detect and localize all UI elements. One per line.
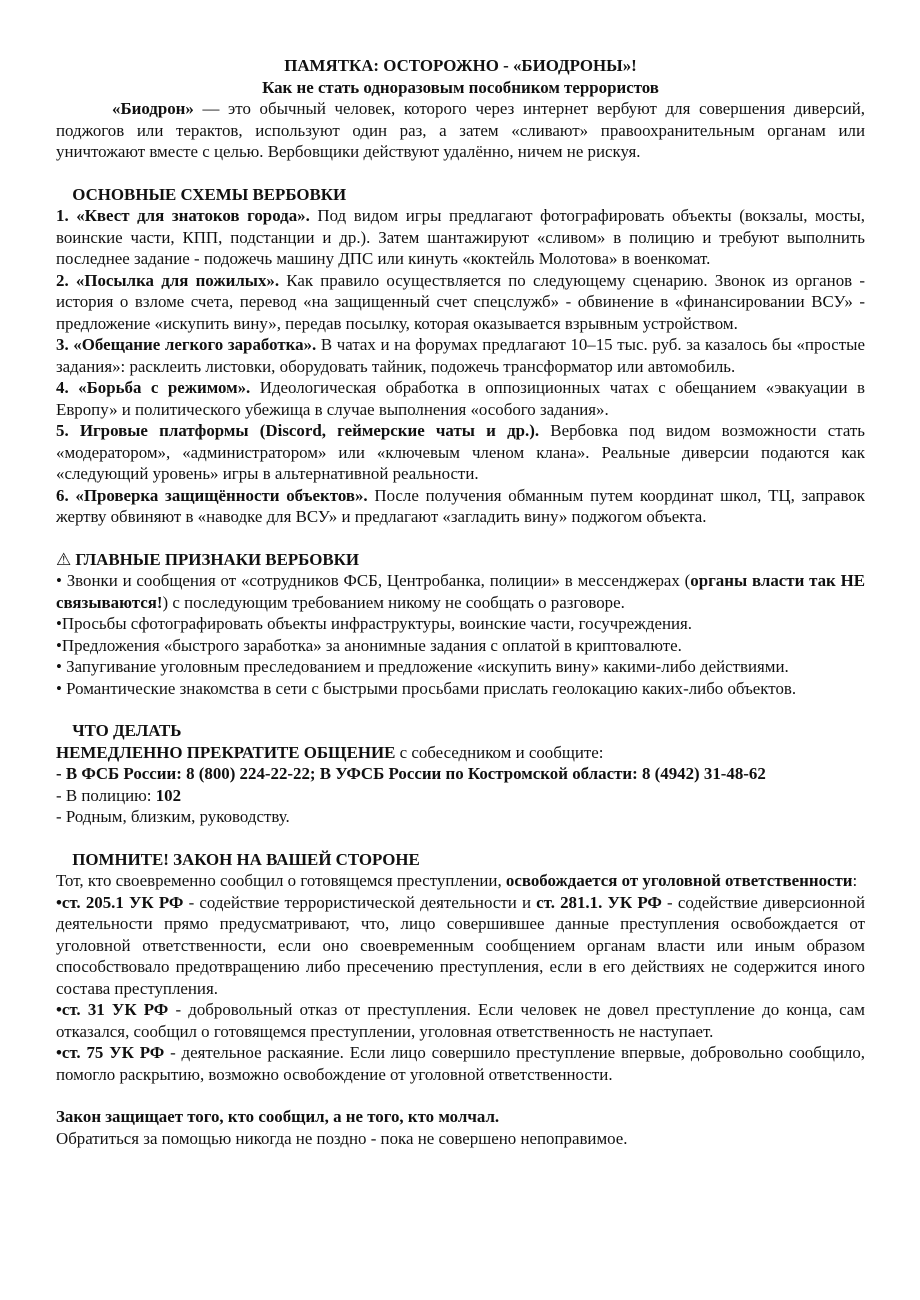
law-heading: ПОМНИТЕ! ЗАКОН НА ВАШЕЙ СТОРОНЕ: [72, 849, 420, 869]
law-article-31: •ст. 31 УК РФ - добровольный отказ от преступления. Если человек не довел преступление до конца, сам отказался, сообщил о готовящемся преступлении, уголовная ответственность не наступает.: [56, 1000, 865, 1041]
signs-heading: ⚠ ГЛАВНЫЕ ПРИЗНАКИ ВЕРБОВКИ: [56, 549, 359, 569]
memo-document: [56, 55, 865, 1149]
scheme-item-5: 5. Игровые платформы (Discord, геймерские чаты и др.). Вербовка под видом возможности стать «модератором», «администратором» или «ключевым членом клана». Реальные диверсии подаются как «следующий уровень» игры в альтернативной реальности.: [56, 421, 866, 483]
law-article-205: •ст. 205.1 УК РФ - содействие террористической деятельности и ст. 281.1. УК РФ - содействие диверсионной деятельности прямо предусматривают, что, лицо совершившее данные преступления освобождается от уголовной ответственности, если оно своевременным сообщением органам власти или иным образом способствовало предотвращению либо пресечению преступления, если в его действиях не содержится иного состава преступления.: [56, 892, 866, 998]
action-police: - В полицию: 102: [56, 785, 182, 805]
scheme-item-2: 2. «Посылка для пожилых». Как правило осуществляется по следующему сценарию. Звонок из органов - история о взломе счета, перевод «на защищенный счет спецслужб» - обвинение в «финансировании ВСУ» - предложение «искупить вину», передав посылку, которая оказывается взрывным устройством.: [56, 270, 865, 333]
actions-heading: ЧТО ДЕЛАТЬ: [72, 721, 182, 740]
intro-text: — это обычный человек, которого через интернет вербуют для совершения диверсий, поджогов или терактов, используют один раз, а затем «сливают» правоохранительным органам или уничтожают вместе с целью. Вербовщики действуют удалённо, ничем не рискуя.: [56, 99, 865, 161]
sign-item-4: • Запугивание уголовным преследованием и предложение «искупить вину» какими-либо действиями.: [56, 657, 789, 676]
sign-item-1: • Звонки и сообщения от «сотрудников ФСБ, Центробанка, полиции» в мессенджерах (органы власти так НЕ связываются!) с последующим требованием никому не сообщать о разговоре.: [56, 571, 865, 612]
warning-icon: ⚠: [56, 549, 72, 569]
scheme-item-4: 4. «Борьба с режимом». Идеологическая обработка в оппозиционных чатах с обещанием «эвакуации в Европу» и политического убежища в случае выполнения «особого задания».: [56, 378, 865, 419]
memo-title: ПАМЯТКА: ОСТОРОЖНО - «БИОДРОНЫ»!: [284, 56, 637, 75]
scheme-item-3: 3. «Обещание легкого заработка». В чатах и на форумах предлагают 10–15 тыс. руб. за казалось бы «простые задания»: расклеить листовки, оборудовать тайник, подожечь трансформатор или автомобиль.: [56, 335, 866, 376]
sign-item-3: •Предложения «быстрого заработка» за анонимные задания с оплатой в криптовалюте.: [56, 635, 682, 655]
intro-paragraph: [56, 98, 865, 163]
action-relatives: - Родным, близким, руководству.: [56, 807, 290, 826]
sign-item-5: • Романтические знакомства в сети с быстрыми просьбами прислать геолокацию каких-либо объектов.: [56, 678, 797, 698]
footer-text: Обратиться за помощью никогда не поздно - пока не совершено непоправимое.: [56, 1128, 628, 1148]
schemes-heading: ОСНОВНЫЕ СХЕМЫ ВЕРБОВКИ: [72, 184, 347, 204]
scheme-item-1: 1. «Квест для знатоков города». Под видом игры предлагают фотографировать объекты (вокзалы, мосты, воинские части, КПП, подстанции и др.). Затем шантажируют «сливом» в полицию и требуют выполнить последнее задание - подожечь машину ДПС или кинуть «коктейль Молотова» в военкомат.: [56, 206, 865, 268]
action-stop: НЕМЕДЛЕННО ПРЕКРАТИТЕ ОБЩЕНИЕ с собеседником и сообщите:: [56, 742, 604, 762]
intro-term: «Биодрон»: [112, 99, 194, 118]
action-fsb-phones: - В ФСБ России: 8 (800) 224-22-22; В УФСБ России по Костромской области: 8 (4942) 31-48-62: [56, 764, 766, 783]
footer-slogan: Закон защищает того, кто сообщил, а не того, кто молчал.: [56, 1107, 500, 1126]
sign-item-2: •Просьбы сфотографировать объекты инфраструктуры, воинские части, госучреждения.: [56, 614, 693, 633]
memo-subtitle: Как не стать одноразовым пособником террористов: [262, 77, 659, 97]
law-intro: Тот, кто своевременно сообщил о готовящемся преступлении, освобождается от уголовной ответственности:: [56, 871, 858, 890]
law-article-75: •ст. 75 УК РФ - деятельное раскаяние. Если лицо совершило преступление впервые, добровольно сообщило, помогло раскрытию, возможно освобождение от уголовной ответственности.: [56, 1043, 865, 1084]
scheme-item-6: 6. «Проверка защищённости объектов». После получения обманным путем координат школ, ТЦ, заправок жертву обвиняют в «наводке для ВСУ» и предлагают «загладить вину» поджогом объекта.: [56, 485, 865, 526]
